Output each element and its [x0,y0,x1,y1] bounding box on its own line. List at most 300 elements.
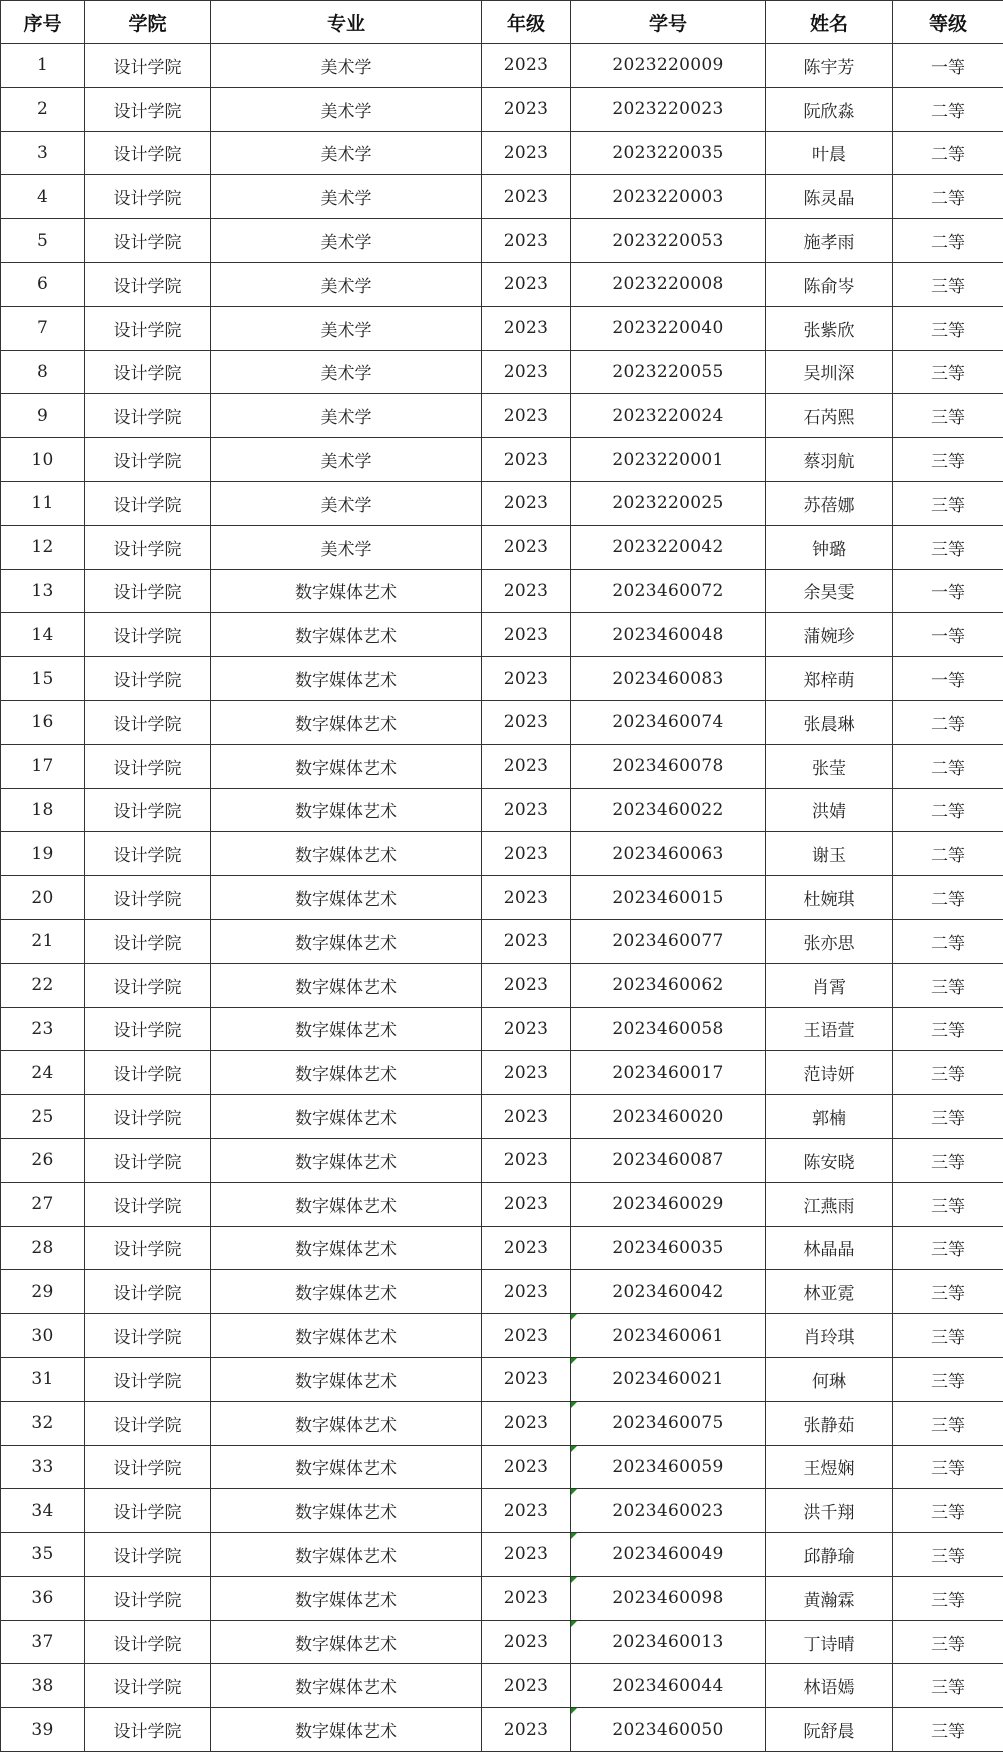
cell-college: 设计学院 [85,1620,211,1664]
cell-level: 二等 [893,744,1003,788]
cell-college: 设计学院 [85,1095,211,1139]
cell-student-id: 2023460020 [571,1095,766,1139]
cell-serial: 17 [1,744,85,788]
cell-level: 三等 [893,1007,1003,1051]
cell-college: 设计学院 [85,350,211,394]
cell-student-id: 2023460013 [571,1620,766,1664]
cell-level: 二等 [893,700,1003,744]
cell-name: 张莹 [766,744,893,788]
cell-college: 设计学院 [85,525,211,569]
cell-level: 二等 [893,919,1003,963]
cell-serial: 14 [1,613,85,657]
cell-college: 设计学院 [85,1226,211,1270]
cell-major: 数字媒体艺术 [211,1270,482,1314]
cell-grade-year: 2023 [482,1095,571,1139]
cell-serial: 38 [1,1664,85,1708]
cell-student-id: 2023460078 [571,744,766,788]
header-college: 学院 [85,1,211,44]
cell-serial: 7 [1,306,85,350]
table-row [1,1401,1003,1445]
cell-major: 数字媒体艺术 [211,963,482,1007]
cell-level: 三等 [893,1095,1003,1139]
cell-grade-year: 2023 [482,788,571,832]
cell-grade-year: 2023 [482,919,571,963]
cell-student-id: 2023460021 [571,1357,766,1401]
cell-grade-year: 2023 [482,481,571,525]
table-row [1,700,1003,744]
cell-student-id: 2023220009 [571,44,766,88]
cell-grade-year: 2023 [482,306,571,350]
cell-name: 林晶晶 [766,1226,893,1270]
cell-college: 设计学院 [85,657,211,701]
cell-major: 数字媒体艺术 [211,788,482,832]
cell-grade-year: 2023 [482,438,571,482]
cell-level: 三等 [893,1226,1003,1270]
cell-serial: 10 [1,438,85,482]
cell-student-id: 2023460077 [571,919,766,963]
table-row [1,1051,1003,1095]
cell-serial: 39 [1,1708,85,1752]
cell-student-id: 2023220003 [571,175,766,219]
cell-student-id: 2023460035 [571,1226,766,1270]
header-name: 姓名 [766,1,893,44]
cell-college: 设计学院 [85,1576,211,1620]
cell-serial: 36 [1,1576,85,1620]
cell-grade-year: 2023 [482,44,571,88]
cell-student-id: 2023220023 [571,87,766,131]
cell-major: 数字媒体艺术 [211,744,482,788]
table-row [1,613,1003,657]
cell-serial: 8 [1,350,85,394]
cell-grade-year: 2023 [482,832,571,876]
cell-student-id: 2023460050 [571,1708,766,1752]
cell-student-id: 2023220040 [571,306,766,350]
cell-college: 设计学院 [85,306,211,350]
cell-college: 设计学院 [85,700,211,744]
cell-student-id: 2023460083 [571,657,766,701]
cell-grade-year: 2023 [482,569,571,613]
cell-serial: 26 [1,1138,85,1182]
cell-student-id: 2023220001 [571,438,766,482]
cell-grade-year: 2023 [482,394,571,438]
cell-grade-year: 2023 [482,1489,571,1533]
cell-grade-year: 2023 [482,963,571,1007]
cell-level: 二等 [893,131,1003,175]
cell-level: 三等 [893,1270,1003,1314]
table-row [1,919,1003,963]
cell-college: 设计学院 [85,744,211,788]
cell-name: 谢玉 [766,832,893,876]
cell-college: 设计学院 [85,1051,211,1095]
cell-serial: 20 [1,876,85,920]
cell-student-id: 2023220042 [571,525,766,569]
table-row [1,87,1003,131]
cell-college: 设计学院 [85,87,211,131]
cell-major: 美术学 [211,87,482,131]
cell-major: 美术学 [211,438,482,482]
cell-serial: 29 [1,1270,85,1314]
cell-college: 设计学院 [85,1182,211,1226]
cell-serial: 28 [1,1226,85,1270]
cell-name: 杜婉琪 [766,876,893,920]
cell-major: 数字媒体艺术 [211,613,482,657]
cell-college: 设计学院 [85,1138,211,1182]
cell-serial: 3 [1,131,85,175]
cell-name: 郑梓萌 [766,657,893,701]
cell-grade-year: 2023 [482,700,571,744]
table-row [1,350,1003,394]
cell-grade-year: 2023 [482,1007,571,1051]
cell-college: 设计学院 [85,876,211,920]
header-serial: 序号 [1,1,85,44]
cell-name: 何琳 [766,1357,893,1401]
table-row [1,876,1003,920]
cell-major: 数字媒体艺术 [211,569,482,613]
header-major: 专业 [211,1,482,44]
cell-level: 三等 [893,1051,1003,1095]
cell-grade-year: 2023 [482,1445,571,1489]
cell-grade-year: 2023 [482,1576,571,1620]
cell-major: 数字媒体艺术 [211,1051,482,1095]
cell-major: 数字媒体艺术 [211,832,482,876]
cell-college: 设计学院 [85,1445,211,1489]
cell-serial: 11 [1,481,85,525]
cell-level: 三等 [893,306,1003,350]
cell-college: 设计学院 [85,569,211,613]
cell-major: 数字媒体艺术 [211,1401,482,1445]
cell-grade-year: 2023 [482,131,571,175]
cell-name: 蒲婉珍 [766,613,893,657]
cell-level: 三等 [893,1401,1003,1445]
cell-college: 设计学院 [85,1314,211,1358]
cell-student-id: 2023220035 [571,131,766,175]
cell-major: 数字媒体艺术 [211,1007,482,1051]
table-row [1,1357,1003,1401]
cell-college: 设计学院 [85,1489,211,1533]
table-row [1,1664,1003,1708]
cell-college: 设计学院 [85,438,211,482]
table-row [1,1576,1003,1620]
cell-grade-year: 2023 [482,262,571,306]
cell-student-id: 2023460059 [571,1445,766,1489]
cell-name: 林语嫣 [766,1664,893,1708]
cell-level: 三等 [893,1708,1003,1752]
cell-student-id: 2023460044 [571,1664,766,1708]
cell-grade-year: 2023 [482,657,571,701]
cell-level: 一等 [893,657,1003,701]
table-row [1,525,1003,569]
table-row [1,1620,1003,1664]
cell-major: 美术学 [211,525,482,569]
table-row [1,1533,1003,1577]
cell-major: 数字媒体艺术 [211,1445,482,1489]
cell-serial: 15 [1,657,85,701]
cell-level: 一等 [893,613,1003,657]
cell-grade-year: 2023 [482,1357,571,1401]
cell-major: 数字媒体艺术 [211,1708,482,1752]
cell-major: 美术学 [211,219,482,263]
cell-name: 王语萱 [766,1007,893,1051]
cell-serial: 1 [1,44,85,88]
cell-major: 数字媒体艺术 [211,1182,482,1226]
cell-grade-year: 2023 [482,744,571,788]
cell-college: 设计学院 [85,832,211,876]
cell-serial: 30 [1,1314,85,1358]
cell-name: 吴圳深 [766,350,893,394]
cell-grade-year: 2023 [482,1533,571,1577]
table-row [1,1445,1003,1489]
cell-major: 数字媒体艺术 [211,1226,482,1270]
cell-student-id: 2023460074 [571,700,766,744]
cell-grade-year: 2023 [482,350,571,394]
cell-major: 数字媒体艺术 [211,657,482,701]
cell-college: 设计学院 [85,613,211,657]
cell-name: 钟璐 [766,525,893,569]
cell-serial: 6 [1,262,85,306]
table-row [1,1226,1003,1270]
cell-college: 设计学院 [85,1664,211,1708]
cell-serial: 24 [1,1051,85,1095]
table-row [1,481,1003,525]
cell-level: 三等 [893,1533,1003,1577]
table-row [1,657,1003,701]
cell-grade-year: 2023 [482,175,571,219]
cell-major: 数字媒体艺术 [211,1357,482,1401]
cell-major: 数字媒体艺术 [211,876,482,920]
table-row [1,1489,1003,1533]
cell-grade-year: 2023 [482,1051,571,1095]
cell-student-id: 2023220025 [571,481,766,525]
cell-major: 美术学 [211,350,482,394]
table-row [1,44,1003,88]
cell-name: 阮舒晨 [766,1708,893,1752]
cell-level: 三等 [893,1314,1003,1358]
table-row [1,1182,1003,1226]
cell-name: 陈俞岑 [766,262,893,306]
cell-college: 设计学院 [85,1708,211,1752]
cell-serial: 33 [1,1445,85,1489]
cell-name: 肖霄 [766,963,893,1007]
cell-name: 范诗妍 [766,1051,893,1095]
cell-name: 江燕雨 [766,1182,893,1226]
cell-student-id: 2023460063 [571,832,766,876]
cell-student-id: 2023460061 [571,1314,766,1358]
cell-college: 设计学院 [85,1533,211,1577]
cell-major: 美术学 [211,394,482,438]
table-row [1,131,1003,175]
cell-serial: 13 [1,569,85,613]
cell-grade-year: 2023 [482,219,571,263]
cell-major: 美术学 [211,262,482,306]
cell-major: 美术学 [211,481,482,525]
cell-level: 二等 [893,175,1003,219]
cell-serial: 19 [1,832,85,876]
table-row [1,394,1003,438]
cell-name: 张紫欣 [766,306,893,350]
cell-college: 设计学院 [85,262,211,306]
cell-level: 二等 [893,87,1003,131]
table-row [1,175,1003,219]
cell-grade-year: 2023 [482,1182,571,1226]
header-level: 等级 [893,1,1003,44]
cell-student-id: 2023220055 [571,350,766,394]
cell-major: 数字媒体艺术 [211,1489,482,1533]
cell-level: 三等 [893,481,1003,525]
cell-serial: 2 [1,87,85,131]
cell-grade-year: 2023 [482,525,571,569]
table-row [1,569,1003,613]
cell-name: 张静茹 [766,1401,893,1445]
cell-level: 三等 [893,1576,1003,1620]
cell-serial: 27 [1,1182,85,1226]
cell-serial: 9 [1,394,85,438]
cell-student-id: 2023460062 [571,963,766,1007]
cell-serial: 4 [1,175,85,219]
cell-grade-year: 2023 [482,613,571,657]
cell-student-id: 2023460049 [571,1533,766,1577]
table-row [1,1270,1003,1314]
cell-level: 三等 [893,438,1003,482]
cell-student-id: 2023460075 [571,1401,766,1445]
cell-level: 二等 [893,219,1003,263]
cell-level: 三等 [893,1445,1003,1489]
cell-serial: 23 [1,1007,85,1051]
cell-level: 三等 [893,350,1003,394]
cell-level: 三等 [893,1182,1003,1226]
cell-name: 张晨琳 [766,700,893,744]
cell-student-id: 2023460048 [571,613,766,657]
cell-student-id: 2023460042 [571,1270,766,1314]
cell-student-id: 2023460029 [571,1182,766,1226]
cell-name: 肖玲琪 [766,1314,893,1358]
cell-serial: 34 [1,1489,85,1533]
cell-serial: 31 [1,1357,85,1401]
cell-grade-year: 2023 [482,1664,571,1708]
cell-major: 数字媒体艺术 [211,1095,482,1139]
cell-major: 数字媒体艺术 [211,1620,482,1664]
cell-grade-year: 2023 [482,1708,571,1752]
cell-student-id: 2023460022 [571,788,766,832]
cell-college: 设计学院 [85,44,211,88]
cell-serial: 5 [1,219,85,263]
cell-level: 二等 [893,876,1003,920]
table-row [1,744,1003,788]
cell-college: 设计学院 [85,481,211,525]
cell-major: 数字媒体艺术 [211,1314,482,1358]
cell-major: 数字媒体艺术 [211,1138,482,1182]
cell-name: 洪婧 [766,788,893,832]
cell-grade-year: 2023 [482,1138,571,1182]
cell-grade-year: 2023 [482,1270,571,1314]
cell-student-id: 2023460058 [571,1007,766,1051]
cell-name: 蔡羽航 [766,438,893,482]
cell-name: 邱静瑜 [766,1533,893,1577]
cell-name: 洪千翔 [766,1489,893,1533]
table-row [1,1007,1003,1051]
table-body [1,44,1003,1752]
cell-level: 三等 [893,1138,1003,1182]
cell-major: 数字媒体艺术 [211,1576,482,1620]
table-row [1,963,1003,1007]
header-student-id: 学号 [571,1,766,44]
cell-college: 设计学院 [85,919,211,963]
cell-student-id: 2023460015 [571,876,766,920]
cell-college: 设计学院 [85,175,211,219]
cell-level: 三等 [893,1620,1003,1664]
cell-name: 石芮熙 [766,394,893,438]
cell-major: 美术学 [211,175,482,219]
cell-serial: 25 [1,1095,85,1139]
cell-student-id: 2023220008 [571,262,766,306]
cell-name: 陈宇芳 [766,44,893,88]
cell-serial: 35 [1,1533,85,1577]
table-row [1,832,1003,876]
cell-grade-year: 2023 [482,1314,571,1358]
cell-level: 三等 [893,525,1003,569]
cell-student-id: 2023220053 [571,219,766,263]
cell-level: 三等 [893,1357,1003,1401]
cell-student-id: 2023460023 [571,1489,766,1533]
cell-grade-year: 2023 [482,876,571,920]
cell-student-id: 2023460017 [571,1051,766,1095]
cell-serial: 37 [1,1620,85,1664]
cell-name: 郭楠 [766,1095,893,1139]
cell-serial: 21 [1,919,85,963]
cell-level: 一等 [893,569,1003,613]
table-row [1,262,1003,306]
cell-major: 美术学 [211,131,482,175]
cell-college: 设计学院 [85,1401,211,1445]
table-row [1,1095,1003,1139]
cell-level: 二等 [893,788,1003,832]
cell-grade-year: 2023 [482,87,571,131]
cell-college: 设计学院 [85,1270,211,1314]
cell-name: 张亦思 [766,919,893,963]
cell-grade-year: 2023 [482,1620,571,1664]
cell-serial: 12 [1,525,85,569]
cell-name: 丁诗晴 [766,1620,893,1664]
cell-college: 设计学院 [85,1007,211,1051]
cell-level: 三等 [893,1489,1003,1533]
cell-major: 美术学 [211,306,482,350]
cell-college: 设计学院 [85,963,211,1007]
cell-level: 三等 [893,262,1003,306]
cell-level: 三等 [893,963,1003,1007]
cell-college: 设计学院 [85,1357,211,1401]
table-row [1,219,1003,263]
cell-serial: 18 [1,788,85,832]
cell-college: 设计学院 [85,131,211,175]
cell-name: 叶晨 [766,131,893,175]
table-row [1,438,1003,482]
cell-level: 三等 [893,394,1003,438]
cell-student-id: 2023460072 [571,569,766,613]
header-grade-year: 年级 [482,1,571,44]
cell-name: 黄瀚霖 [766,1576,893,1620]
cell-grade-year: 2023 [482,1401,571,1445]
table-row [1,1314,1003,1358]
cell-college: 设计学院 [85,788,211,832]
cell-name: 阮欣淼 [766,87,893,131]
cell-major: 数字媒体艺术 [211,1533,482,1577]
cell-name: 施孝雨 [766,219,893,263]
cell-grade-year: 2023 [482,1226,571,1270]
table-row [1,1138,1003,1182]
cell-name: 陈灵晶 [766,175,893,219]
cell-serial: 16 [1,700,85,744]
cell-student-id: 2023220024 [571,394,766,438]
table-row [1,788,1003,832]
